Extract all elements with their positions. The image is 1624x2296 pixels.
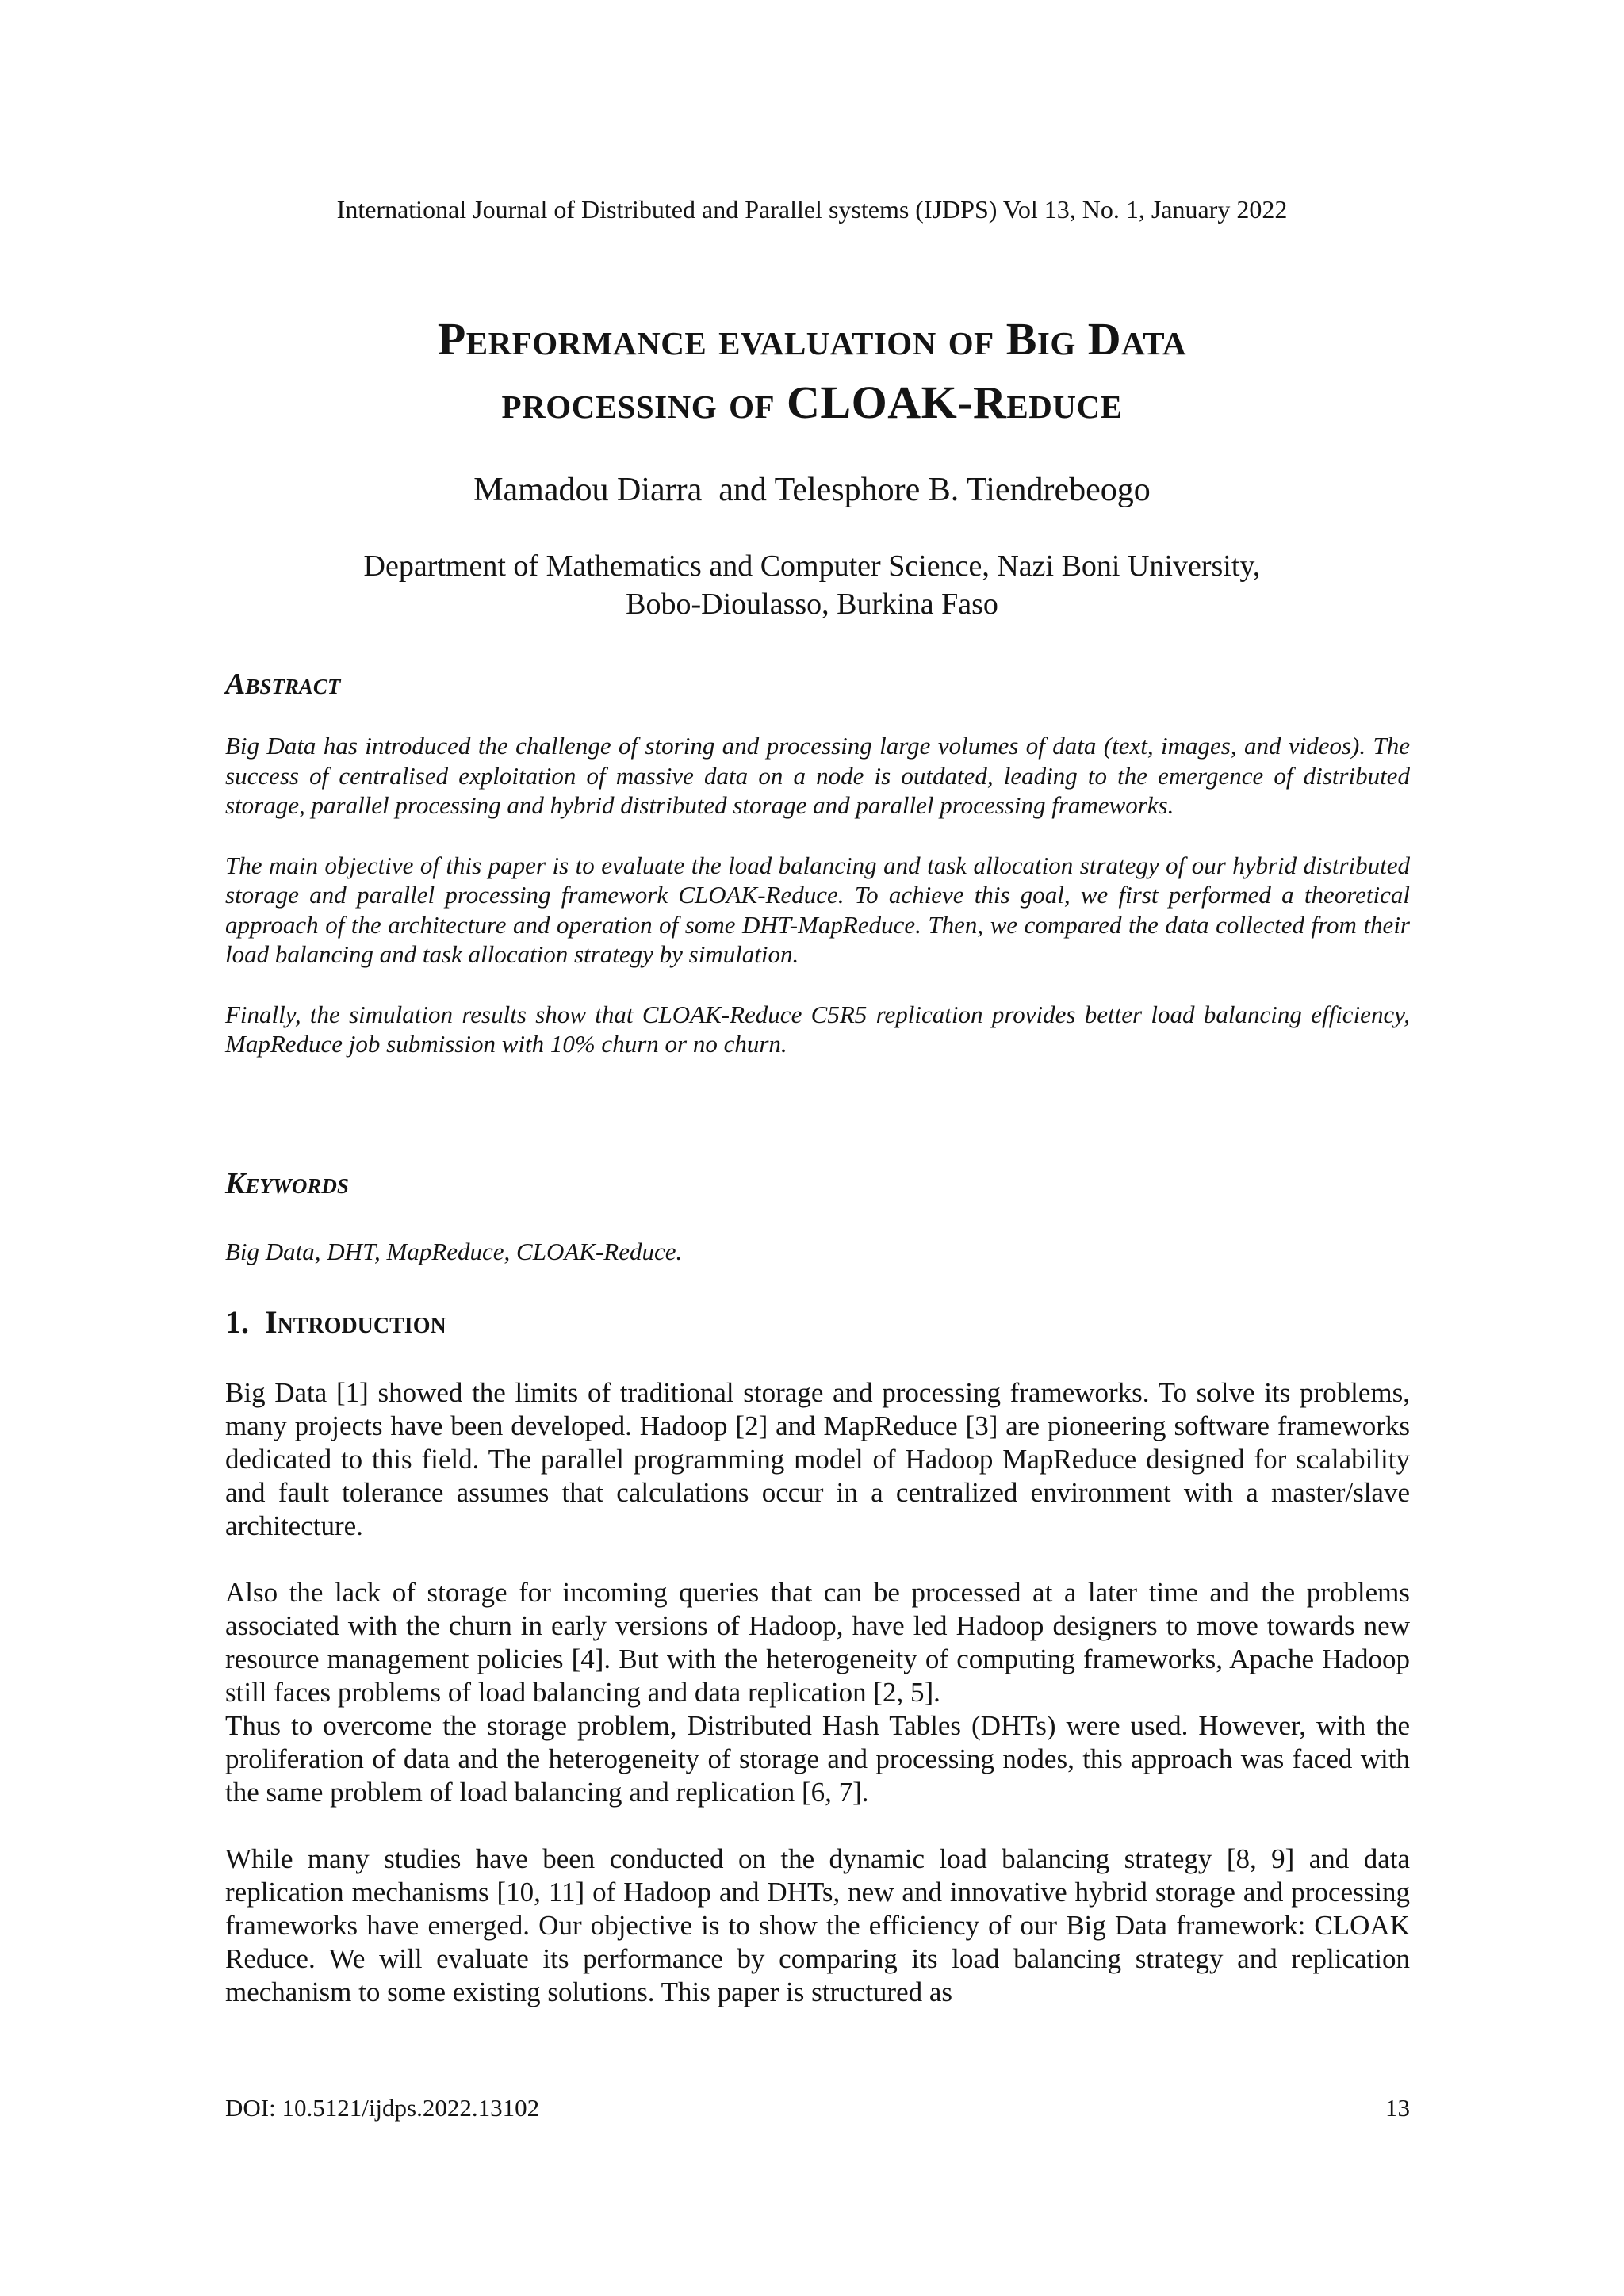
affiliation xyxy=(238,547,1386,623)
paper-title xyxy=(238,308,1386,434)
section-number: 1. xyxy=(225,1304,249,1340)
section-title: Introduction xyxy=(265,1304,446,1340)
abstract-paragraph: Finally, the simulation results show that CLOAK-Reduce C5R5 replication provides better load balancing efficiency, MapReduce job submission with 10% churn or no churn. xyxy=(225,1000,1410,1058)
abstract-body xyxy=(225,731,1410,1089)
body-paragraph: Thus to overcome the storage problem, Distributed Hash Tables (DHTs) were used. However, with the proliferation of data and the heterogeneity of storage and processing nodes, this approach was faced with the same problem of load balancing and replication [6, 7]. xyxy=(225,1710,1410,1808)
body-paragraph: While many studies have been conducted on the dynamic load balancing strategy [8, 9] and data replication mechanisms [10, 11] of Hadoop and DHTs, new and innovative hybrid storage and processing frameworks have emerged. Our objective is to show the efficiency of our Big Data framework: CLOAK Reduce. We will evaluate its performance by comparing its load balancing strategy and replication mechanism to some existing solutions. This paper is structured as xyxy=(225,1843,1410,2007)
body-paragraph: Also the lack of storage for incoming queries that can be processed at a later time and the problems associated with the churn in early versions of Hadoop, have led Hadoop designers to move towards new resource management policies [4]. But with the heterogeneity of computing frameworks, Apache Hadoop still faces problems of load balancing and data replication [2, 5]. xyxy=(225,1577,1410,1708)
authors: Mamadou Diarra and Telesphore B. Tiendrebeogo xyxy=(473,472,1151,508)
title-line-2: processing of CLOAK-Reduce xyxy=(501,377,1123,428)
introduction-body xyxy=(225,1376,1410,2042)
running-header: International Journal of Distributed and Parallel systems (IJDPS) Vol 13, No. 1, January 2022 xyxy=(336,195,1288,224)
introduction-heading xyxy=(225,1303,446,1342)
affiliation-line-2: Bobo-Dioulasso, Burkina Faso xyxy=(626,587,998,621)
abstract-paragraph: Big Data has introduced the challenge of storing and processing large volumes of data (text, images, and videos). The success of centralised exploitation of massive data on a node is outdated, leading to the emergence of distributed storage, parallel processing and hybrid distributed storage and parallel processing frameworks. xyxy=(225,732,1410,819)
title-line-1: Performance evaluation of Big Data xyxy=(437,313,1187,365)
abstract-paragraph: The main objective of this paper is to evaluate the load balancing and task allocation strategy of our hybrid distributed storage and parallel processing framework CLOAK-Reduce. To achieve this goal, we first performed a theoretical approach of the architecture and operation of some DHT-MapReduce. Then, we compared the data collected from their load balancing and task allocation strategy by simulation. xyxy=(225,851,1410,968)
keywords-list: Big Data, DHT, MapReduce, CLOAK-Reduce. xyxy=(225,1238,683,1265)
affiliation-line-1: Department of Mathematics and Computer Science, Nazi Boni University, xyxy=(363,549,1261,583)
body-paragraph: Big Data [1] showed the limits of traditional storage and processing frameworks. To solve its problems, many projects have been developed. Hadoop [2] and MapReduce [3] are pioneering software frameworks dedicated to this field. The parallel programming model of Hadoop MapReduce designed for scalability and fault tolerance assumes that calculations occur in a centralized environment with a master/slave architecture. xyxy=(225,1377,1410,1541)
page-number: 13 xyxy=(1385,2094,1410,2122)
abstract-heading: Abstract xyxy=(225,668,341,701)
doi-footer: DOI: 10.5121/ijdps.2022.13102 xyxy=(225,2094,540,2122)
keywords-heading: Keywords xyxy=(225,1167,349,1200)
